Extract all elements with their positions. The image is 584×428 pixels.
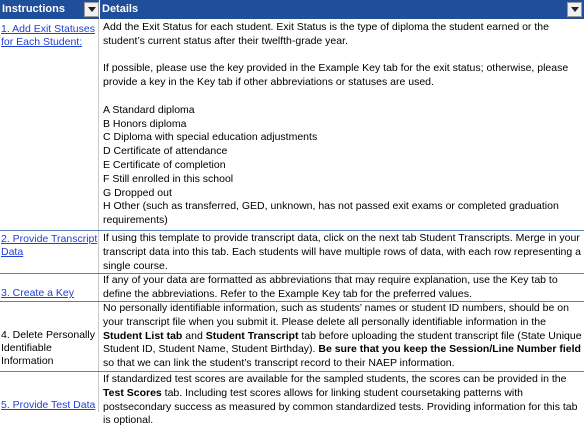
exit-status-code: D Certificate of attendance — [103, 145, 228, 158]
table-row — [0, 372, 584, 427]
column-header-details[interactable] — [100, 0, 584, 19]
instruction-link[interactable]: 5. Provide Test Data — [1, 399, 96, 411]
instruction-link[interactable]: 2. Provide Transcript Data — [1, 233, 98, 258]
instruction-label: 4. Delete Personally Identifiable Information — [1, 329, 95, 367]
instruction-cell[interactable] — [0, 231, 99, 273]
table-row — [0, 274, 584, 302]
details-cell[interactable] — [100, 274, 584, 302]
details-cell[interactable] — [100, 302, 584, 371]
filter-dropdown-icon[interactable] — [567, 2, 582, 17]
details-text: tab. Including test scores allows for linking student coursetaking patterns with postsecondary success as measured by common standardized tests. Providing information for this tab is optional. — [103, 386, 578, 427]
details-text: If possible, please use the key provided in the Example Key tab for the exit status; otherwise, please provide a key in the Key tab if other abbreviations or statuses are used. — [103, 62, 569, 89]
filter-dropdown-icon[interactable] — [84, 2, 99, 17]
instruction-cell[interactable] — [0, 302, 99, 371]
table-row — [0, 302, 584, 372]
details-bold-text: Student Transcript — [205, 329, 299, 342]
instruction-cell[interactable] — [0, 372, 99, 412]
details-bold-text: Test Scores — [103, 386, 162, 399]
exit-status-code: B Honors diploma — [103, 117, 187, 130]
exit-status-code: E Certificate of completion — [103, 158, 226, 171]
details-text: Add the Exit Status for each student. Exit Status is the type of diploma the student earned or the student’s current status after their twelfth-grade year. — [103, 21, 549, 47]
instruction-cell[interactable] — [0, 19, 99, 230]
details-cell[interactable] — [100, 372, 584, 428]
details-text: and — [182, 329, 206, 342]
details-text: If any of your data are formatted as abbreviations that may require explanation, use the Key tab to define the abbreviations. Refer to the Example Key tab for the preferred values. — [103, 274, 558, 300]
exit-status-code: C Diploma with special education adjustments — [103, 131, 318, 144]
details-text: If using this template to provide transcript data, click on the next tab Student Transcripts. Merge in your transcript data into this tab. Each students will have multiple rows of data, with each row representing a single course. — [103, 232, 581, 272]
details-text: so that we can link the student’s transcript record to their NAEP information. — [103, 357, 455, 370]
details-text: No personally identifiable information, such as students’ names or student ID numbers, should be on your transcript file when you submit it. Please delete all personally identifiable information in the — [103, 302, 569, 328]
exit-status-code: F Still enrolled in this school — [103, 172, 234, 185]
exit-status-code: H Other (such as transferred, GED, unknown, has not passed exit exams or completed graduation requirements) — [103, 200, 559, 227]
column-header-label: Details — [102, 3, 139, 15]
details-text: tab before uploading the student transcript file (State Unique Student ID, Student Name, Student Birthday). — [103, 329, 582, 356]
exit-status-code: G Dropped out — [103, 186, 172, 199]
table-row — [0, 231, 584, 274]
exit-status-code: A Standard diploma — [103, 103, 195, 116]
details-bold-text: Be sure that you keep the Session/Line Number field — [318, 343, 581, 356]
table-row — [0, 19, 584, 231]
instruction-link[interactable]: 3. Create a Key — [1, 287, 74, 299]
column-header-label: Instructions — [2, 3, 65, 15]
details-cell[interactable] — [100, 231, 584, 273]
details-text: If standardized test scores are available for the sampled students, the scores can be provided in the — [103, 373, 567, 385]
details-cell[interactable] — [100, 19, 584, 228]
instruction-cell[interactable] — [0, 274, 99, 301]
details-bold-text: Student List tab — [103, 329, 183, 342]
instruction-link[interactable]: 1. Add Exit Statuses for Each Student: — [1, 23, 95, 48]
